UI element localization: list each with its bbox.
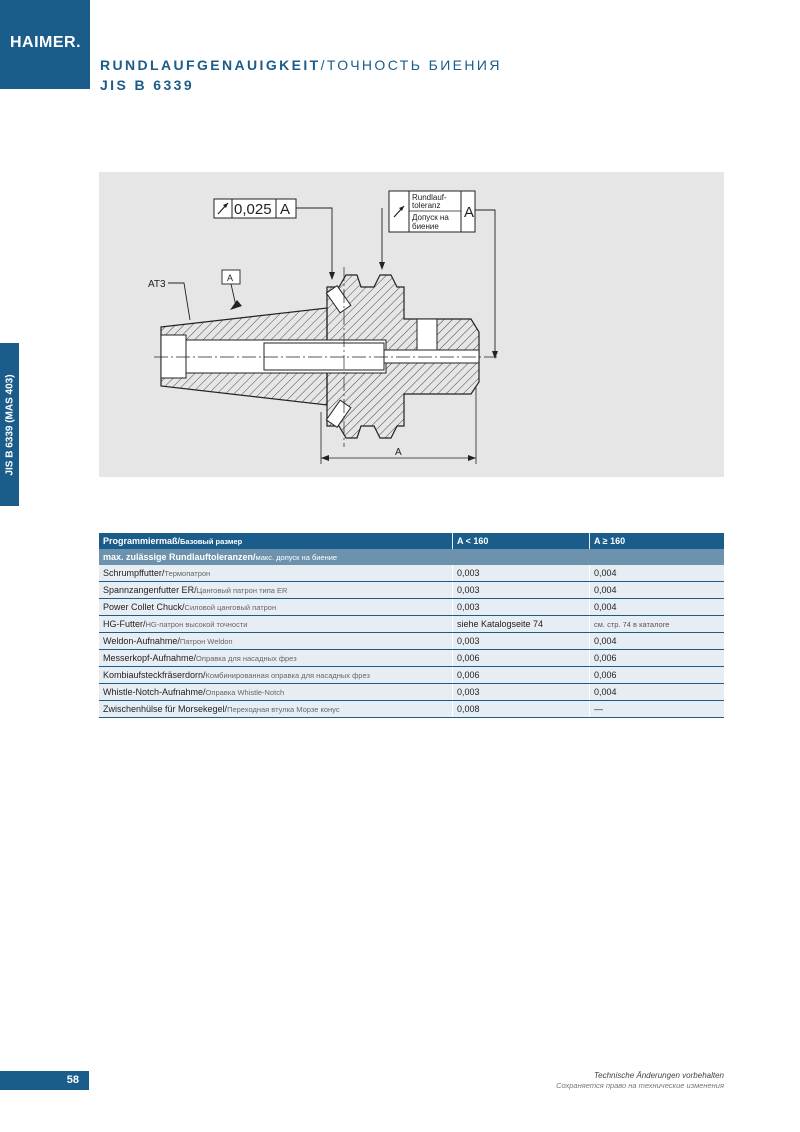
subheader-cell <box>99 549 453 565</box>
page-number-block <box>0 1071 89 1090</box>
row-label-ru: Оправка Whistle-Notch <box>205 688 285 697</box>
row-label <box>99 599 453 616</box>
tolerance-datum: A <box>280 201 291 218</box>
row-label-de: Messerkopf-Aufnahme/ <box>103 653 197 663</box>
row-a-ge: 0,004 <box>590 582 725 599</box>
footer-note-ru: Сохраняется право на технические изменения <box>556 1081 724 1090</box>
header-programming-size <box>99 533 453 549</box>
row-label-ru: Оправка для насадных фрез <box>196 654 297 663</box>
subheader-empty <box>453 549 590 565</box>
subheader-de: max. zulässige Rundlauftoleranzen/ <box>103 552 256 562</box>
footer-note-de: Technische Änderungen vorbehalten <box>593 1071 724 1080</box>
row-label-ru: Термопатрон <box>164 569 211 578</box>
row-a-ge-ru: см. стр. 74 в каталоге <box>594 620 670 629</box>
row-label <box>99 667 453 684</box>
table-row <box>99 565 724 582</box>
legend-ru-line2: биение <box>412 222 439 231</box>
row-a-lt: 0,008 <box>453 701 590 718</box>
table-row <box>99 599 724 616</box>
row-label-de: HG-Futter/ <box>103 619 146 629</box>
table-row <box>99 633 724 650</box>
row-label-de: Weldon-Aufnahme/ <box>103 636 180 646</box>
page-title-separator: / <box>320 57 327 73</box>
table-subheader-row <box>99 549 724 565</box>
tool-holder-drawing <box>99 172 724 477</box>
row-a-ge <box>590 616 725 633</box>
row-a-ge: 0,004 <box>590 565 725 582</box>
row-a-lt: siehe Katalogseite 74 <box>453 616 590 633</box>
runout-legend-frame <box>389 191 475 232</box>
row-label <box>99 565 453 582</box>
row-a-lt: 0,006 <box>453 667 590 684</box>
page-title-de: RUNDLAUFGENAUIGKEIT <box>100 57 321 73</box>
legend-de-line1: Rundlauf- <box>412 193 447 202</box>
row-label-de: Spannzangenfutter ER/ <box>103 585 197 595</box>
row-a-ge: 0,006 <box>590 650 725 667</box>
tool-holder-section <box>161 275 479 438</box>
row-label <box>99 684 453 701</box>
row-label-ru: Патрон Weldon <box>179 637 233 646</box>
row-a-ge: 0,006 <box>590 667 725 684</box>
tolerance-value: 0,025 <box>234 201 272 218</box>
row-label <box>99 633 453 650</box>
legend-de-line2: toleranz <box>412 201 441 210</box>
row-label <box>99 616 453 633</box>
legend-ru-line1: Допуск на <box>412 213 449 222</box>
row-a-ge: — <box>590 701 725 718</box>
subheader-empty <box>590 549 725 565</box>
row-label-de: Kombiaufsteckfräserdorn/ <box>103 670 206 680</box>
row-a-lt: 0,003 <box>453 633 590 650</box>
row-a-ge: 0,004 <box>590 684 725 701</box>
table-row <box>99 701 724 718</box>
row-label-de: Zwischenhülse für Morsekegel/ <box>103 704 228 714</box>
datum-marker-label: A <box>227 273 234 283</box>
row-label-ru: Комбинированная оправка для насадных фрез <box>205 671 370 680</box>
row-a-lt: 0,003 <box>453 582 590 599</box>
row-label-ru: Переходная втулка Морзе конус <box>227 705 340 714</box>
table-row <box>99 650 724 667</box>
row-a-lt: 0,003 <box>453 565 590 582</box>
taper-label: AT3 <box>148 279 166 290</box>
table-header-row <box>99 533 724 549</box>
table-row <box>99 582 724 599</box>
dimension-a-label: A <box>395 447 402 458</box>
runout-tolerance-table <box>99 533 724 718</box>
row-a-lt: 0,006 <box>453 650 590 667</box>
row-label <box>99 701 453 718</box>
page-number: 58 <box>66 1074 79 1086</box>
row-label-de: Power Collet Chuck/ <box>103 602 185 612</box>
row-a-lt: 0,003 <box>453 599 590 616</box>
row-a-lt: 0,003 <box>453 684 590 701</box>
table-row <box>99 616 724 633</box>
subheader-ru: макс. допуск на биение <box>255 553 338 562</box>
header-a-ge-160: A ≥ 160 <box>590 533 725 549</box>
page-subtitle: JIS B 6339 <box>100 77 195 93</box>
row-a-ge: 0,004 <box>590 633 725 650</box>
row-a-ge: 0,004 <box>590 599 725 616</box>
brand-logo-block <box>0 0 90 89</box>
row-label-ru: Цанговый патрон типа ER <box>196 586 288 595</box>
technical-drawing <box>99 172 724 477</box>
row-label <box>99 582 453 599</box>
row-label-ru: Силовой цанговый патрон <box>184 603 277 612</box>
side-section-label: JIS B 6339 (MAS 403) <box>4 373 15 476</box>
page-title <box>100 57 502 73</box>
legend-datum: A <box>464 204 475 221</box>
page-title-ru: ТОЧНОСТЬ БИЕНИЯ <box>326 57 502 73</box>
row-label <box>99 650 453 667</box>
brand-logo: HAIMER. <box>10 34 82 51</box>
header-ru: Базовый размер <box>180 537 243 546</box>
datum-marker <box>222 270 242 310</box>
table-row <box>99 684 724 701</box>
header-de: Programmiermaß/ <box>103 536 181 546</box>
row-label-de: Whistle-Notch-Aufnahme/ <box>103 687 206 697</box>
side-section-tab <box>0 343 19 506</box>
table-row <box>99 667 724 684</box>
row-label-de: Schrumpffutter/ <box>103 568 165 578</box>
row-label-ru: HG-патрон высокой точности <box>145 620 248 629</box>
header-a-lt-160: A < 160 <box>453 533 590 549</box>
feature-control-frame <box>214 199 296 218</box>
